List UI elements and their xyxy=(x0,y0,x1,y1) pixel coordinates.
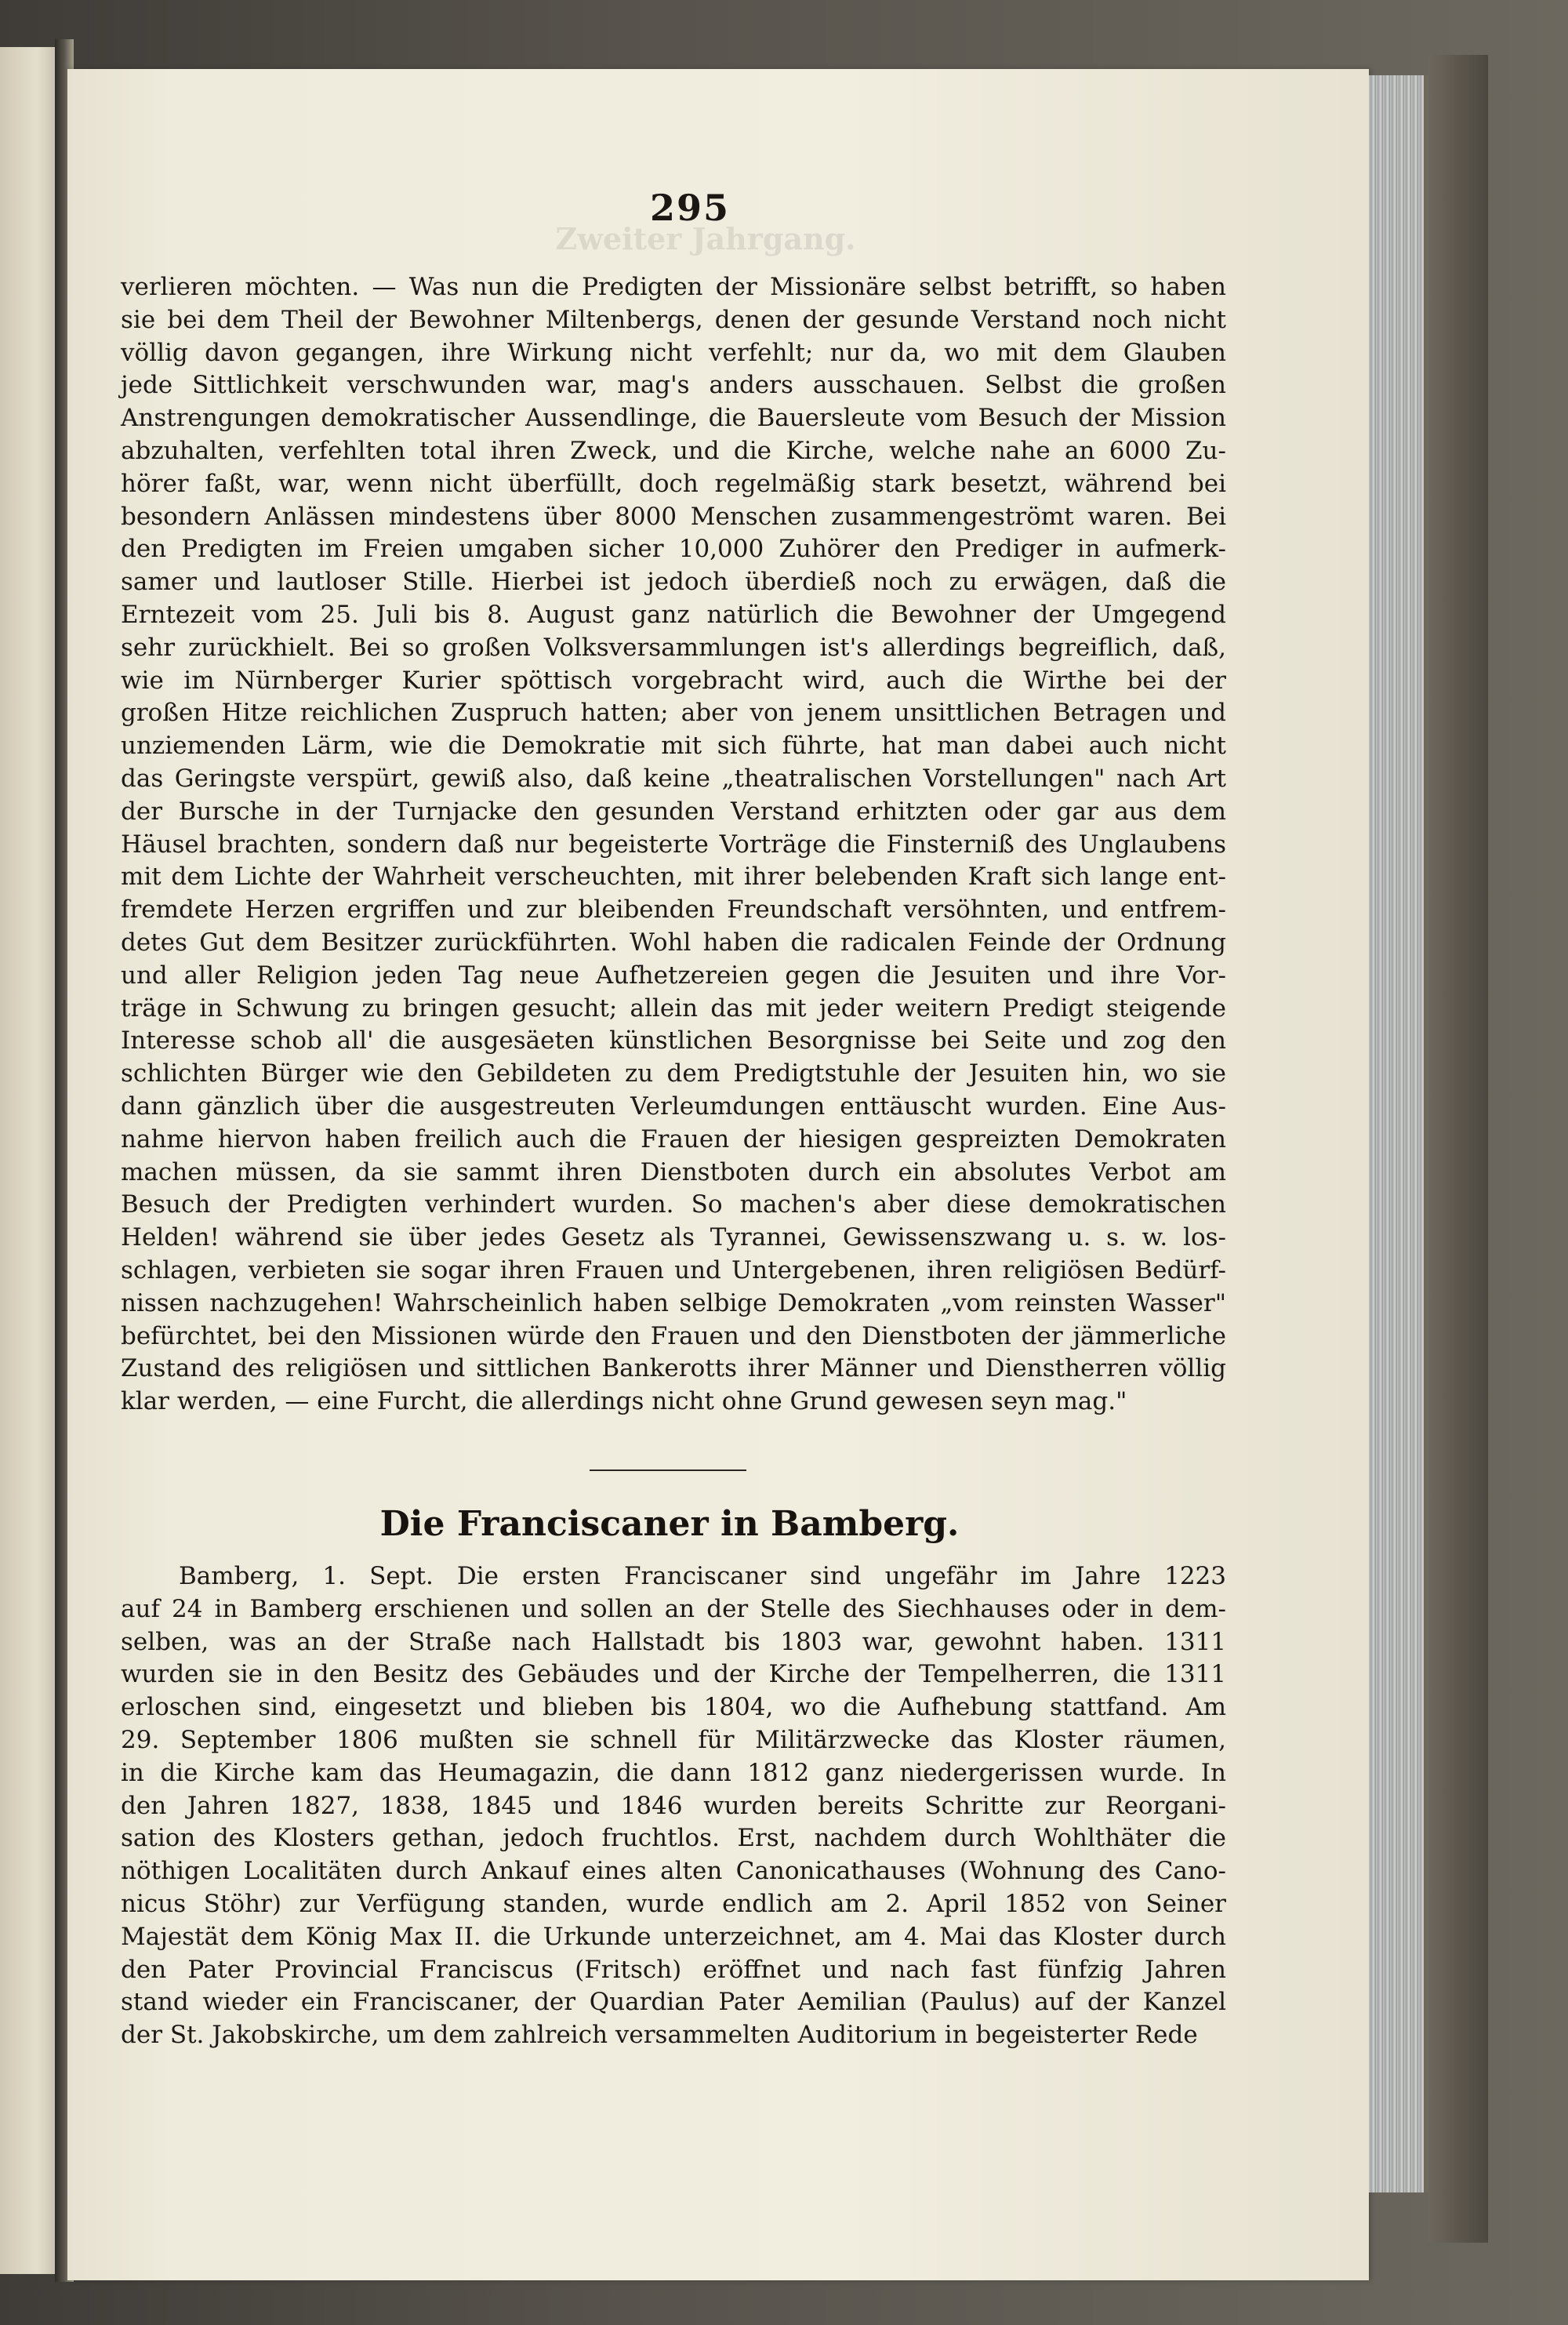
text-line: träge in Schwung zu bringen gesucht; allein das mit jeder weitern Predigt steigende xyxy=(121,994,1226,1023)
text-line: schlagen, verbieten sie sogar ihren Frauen und Untergebenen, ihren religiösen Bedürf- xyxy=(121,1255,1226,1284)
text-line: und aller Religion jeden Tag neue Aufhetzereien gegen die Jesuiten und ihre Vor- xyxy=(121,961,1226,990)
text-line: Besuch der Predigten verhindert wurden. So machen's aber diese demokratischen xyxy=(121,1190,1226,1219)
text-line: nahme hiervon haben freilich auch die Frauen der hiesigen gespreizten Demokraten xyxy=(121,1124,1226,1153)
section-title: Die Franciscaner in Bamberg. xyxy=(379,1504,960,1544)
text-line: sehr zurückhielt. Bei so großen Volksversammlungen ist's allerdings begreiflich, daß, xyxy=(121,633,1226,662)
text-line: sie bei dem Theil der Bewohner Miltenbergs, denen der gesunde Verstand noch nicht xyxy=(121,305,1226,334)
text-line: der Bursche in der Turnjacke den gesunden Verstand erhitzten oder gar aus dem xyxy=(121,797,1226,826)
text-line: nicus Stöhr) zur Verfügung standen, wurde endlich am 2. April 1852 von Seiner xyxy=(121,1889,1226,1918)
text-line: Majestät dem König Max II. die Urkunde unterzeichnet, am 4. Mai das Kloster durch xyxy=(121,1922,1226,1951)
text-line: auf 24 in Bamberg erschienen und sollen an der Stelle des Siechhauses oder in dem- xyxy=(121,1594,1226,1623)
text-line: in die Kirche kam das Heumagazin, die dann 1812 ganz niedergerissen wurde. In xyxy=(121,1758,1226,1787)
text-line: besondern Anlässen mindestens über 8000 Menschen zusammengeströmt waren. Bei xyxy=(121,502,1226,531)
text-line: jede Sittlichkeit verschwunden war, mag's anders ausschauen. Selbst die großen xyxy=(121,371,1226,400)
text-line: großen Hitze reichlichen Zuspruch hatten; aber von jenem unsittlichen Betragen und xyxy=(121,699,1226,728)
text-line: erloschen sind, eingesetzt und blieben bis 1804, wo die Aufhebung stattfand. Am xyxy=(121,1693,1226,1722)
book-cover-edge xyxy=(1428,55,1488,2243)
text-line: selben, was an der Straße nach Hallstadt bis 1803 war, gewohnt haben. 1311 xyxy=(121,1627,1226,1656)
section-divider xyxy=(590,1469,746,1471)
text-line: unziemenden Lärm, wie die Demokratie mit sich führte, hat man dabei auch nicht xyxy=(121,732,1226,761)
text-line: befürchtet, bei den Missionen würde den Frauen und den Dienstboten der jämmerliche xyxy=(121,1321,1226,1350)
text-line: Zustand des religiösen und sittlichen Bankerotts ihrer Männer und Dienstherren völlig xyxy=(121,1354,1226,1383)
text-line: völlig davon gegangen, ihre Wirkung nicht verfehlt; nur da, wo mit dem Glauben xyxy=(121,338,1226,367)
text-line: den Pater Provincial Franciscus (Fritsch) eröffnet und nach fast fünfzig Jahren xyxy=(121,1955,1226,1984)
text-line: wie im Nürnberger Kurier spöttisch vorgebracht wird, auch die Wirthe bei der xyxy=(121,666,1226,695)
text-line: klar werden, — eine Furcht, die allerdings nicht ohne Grund gewesen seyn mag." xyxy=(121,1387,1127,1416)
text-line: fremdete Herzen ergriffen und zur bleibenden Freundschaft versöhnten, und entfrem- xyxy=(121,895,1226,925)
text-line: samer und lautloser Stille. Hierbei ist jedoch überdieß noch zu erwägen, daß die xyxy=(121,568,1226,597)
text-line: das Geringste verspürt, gewiß also, daß keine „theatralischen Vorstellungen" nach Art xyxy=(121,764,1226,793)
facing-page-edge xyxy=(0,47,63,2274)
text-line: Interesse schob all' die ausgesäeten künstlichen Besorgnisse bei Seite und zog den xyxy=(121,1026,1226,1055)
text-line: nöthigen Localitäten durch Ankauf eines alten Canonicathauses (Wohnung des Cano- xyxy=(121,1857,1226,1886)
text-line: 29. September 1806 mußten sie schnell für Militärzwecke das Kloster räumen, xyxy=(121,1725,1226,1754)
text-line: Anstrengungen demokratischer Aussendlinge, die Bauersleute vom Besuch der Mission xyxy=(121,404,1226,433)
page-block-edge xyxy=(1369,75,1428,2192)
text-line: schlichten Bürger wie den Gebildeten zu dem Predigtstuhle der Jesuiten hin, wo sie xyxy=(121,1059,1226,1088)
text-line: stand wieder ein Franciscaner, der Quardian Pater Aemilian (Paulus) auf der Kanzel xyxy=(121,1988,1226,2017)
bleed-through-header: Zweiter Jahrgang. xyxy=(555,221,856,256)
text-line: hörer faßt, war, wenn nicht überfüllt, doch regelmäßig stark besetzt, während bei xyxy=(121,469,1226,498)
text-line: den Jahren 1827, 1838, 1845 und 1846 wurden bereits Schritte zur Reorgani- xyxy=(121,1791,1226,1820)
text-line: mit dem Lichte der Wahrheit verscheuchten, mit ihrer belebenden Kraft sich lange ent- xyxy=(121,863,1226,892)
text-line: sation des Klosters gethan, jedoch fruchtlos. Erst, nachdem durch Wohlthäter die xyxy=(121,1824,1226,1853)
article-continued-text xyxy=(121,271,1226,1419)
text-line: nissen nachzugehen! Wahrscheinlich haben selbige Demokraten „vom reinsten Wasser" xyxy=(121,1288,1226,1317)
text-line: Helden! während sie über jedes Gesetz als Tyrannei, Gewissenszwang u. s. w. los- xyxy=(121,1223,1226,1252)
text-line: detes Gut dem Besitzer zurückführten. Wohl haben die radicalen Feinde der Ordnung xyxy=(121,928,1226,957)
text-line: dann gänzlich über die ausgestreuten Verleumdungen enttäuscht wurden. Eine Aus- xyxy=(121,1092,1226,1121)
text-line: machen müssen, da sie sammt ihren Dienstboten durch ein absolutes Verbot am xyxy=(121,1157,1226,1186)
text-line: Erntezeit vom 25. Juli bis 8. August ganz natürlich die Bewohner der Umgegend xyxy=(121,600,1226,629)
text-line: der St. Jakobskirche, um dem zahlreich versammelten Auditorium in begeisterter Rede xyxy=(121,2021,1198,2050)
text-line: abzuhalten, verfehlten total ihren Zweck, und die Kirche, welche nahe an 6000 Zu- xyxy=(121,436,1226,465)
text-line: wurden sie in den Besitz des Gebäudes und der Kirche der Tempelherren, die 1311 xyxy=(121,1660,1226,1689)
article-franciscans-text xyxy=(121,1560,1226,2052)
text-line: den Predigten im Freien umgaben sicher 10,000 Zuhörer den Prediger in aufmerk- xyxy=(121,535,1226,564)
text-line: Bamberg, 1. Sept. Die ersten Franciscaner sind ungefähr im Jahre 1223 xyxy=(179,1562,1226,1590)
page-number: 295 xyxy=(649,187,731,229)
text-line: Häusel brachten, sondern daß nur begeisterte Vorträge die Finsterniß des Unglaubens xyxy=(121,830,1226,859)
text-line: verlieren möchten. — Was nun die Predigten der Missionäre selbst betrifft, so haben xyxy=(121,273,1226,301)
